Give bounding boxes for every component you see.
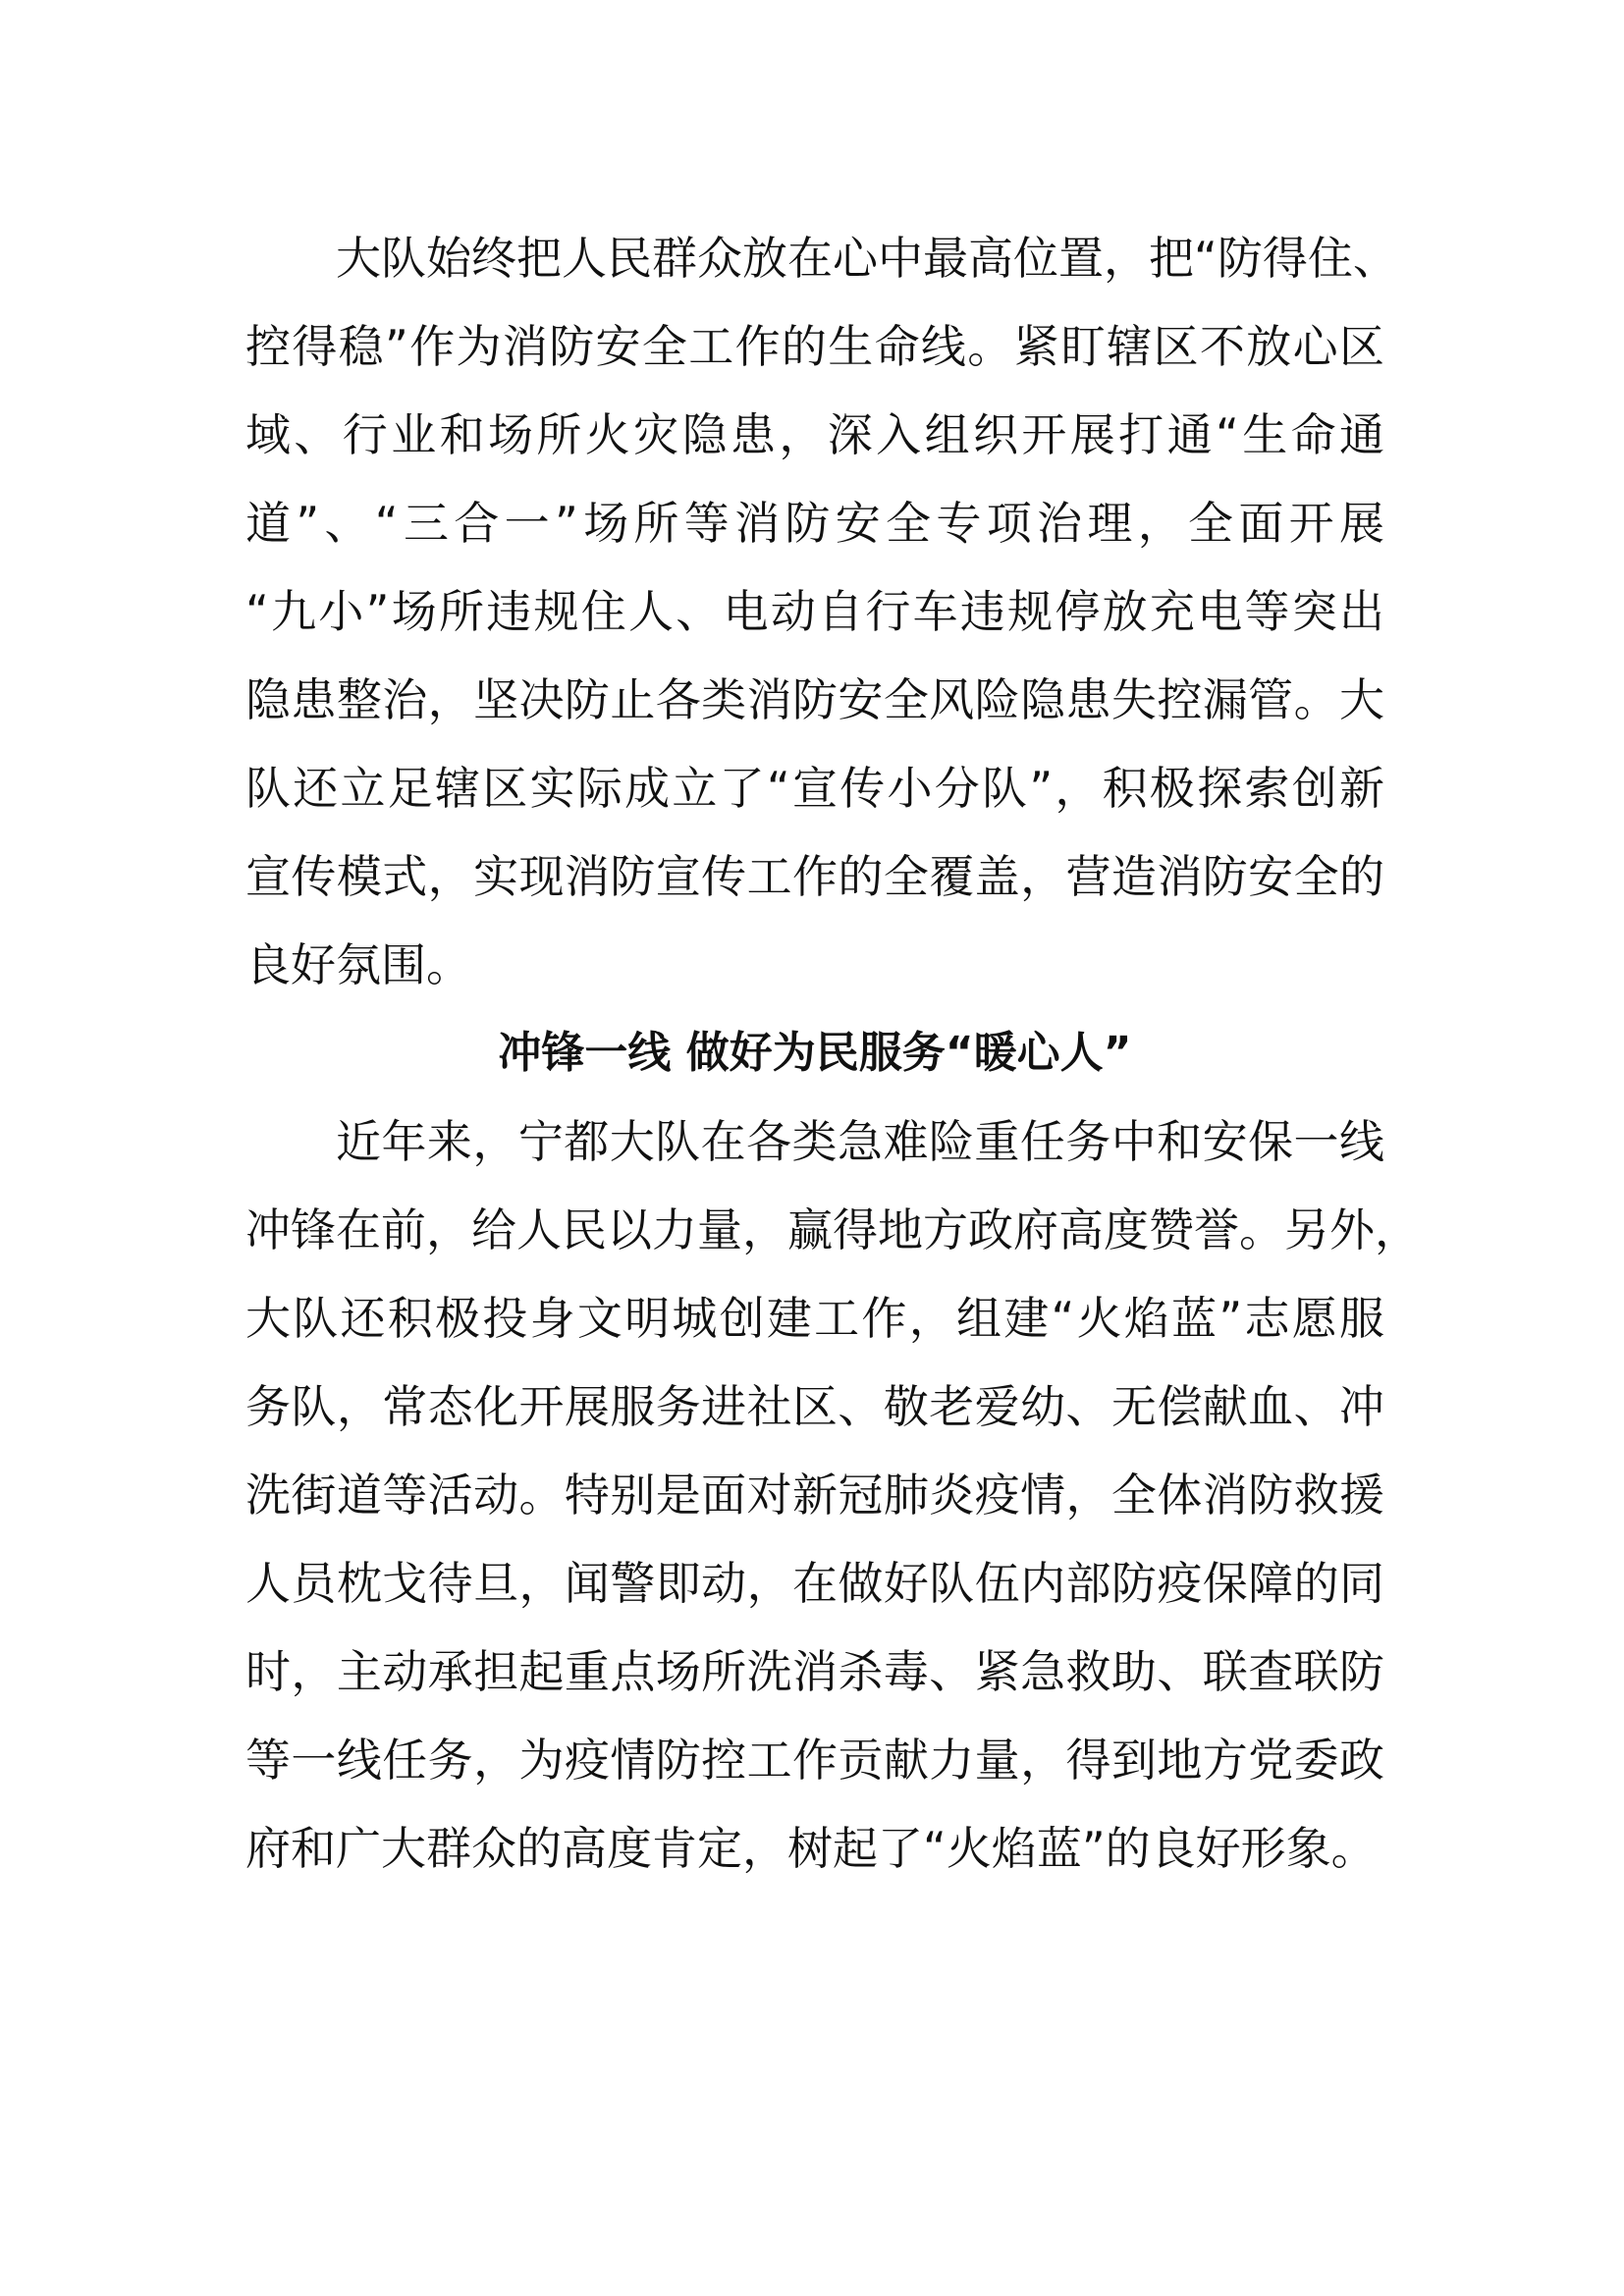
paragraph-line: 洗街道等活动。特别是面对新冠肺炎疫情，全体消防救援: [245, 1468, 1384, 1522]
paragraph-line: 人员枕戈待旦，闻警即动，在做好队伍内部防疫保障的同: [245, 1557, 1384, 1610]
paragraph-line: 良好氛围。: [245, 938, 471, 991]
paragraph-line: 隐患整治，坚决防止各类消防安全风险隐患失控漏管。大: [245, 673, 1384, 726]
paragraph-line: 大队还积极投身文明城创建工作，组建“火焰蓝”志愿服: [245, 1292, 1384, 1345]
paragraph-line: 道”、“三合一”场所等消防安全专项治理，全面开展: [245, 497, 1384, 550]
paragraph-line: 大队始终把人民群众放在心中最高位置，把“防得住、: [336, 232, 1398, 285]
paragraph-line: 队还立足辖区实际成立了“宣传小分队”，积极探索创新: [245, 762, 1384, 815]
paragraph-line: 等一线任务，为疫情防控工作贡献力量，得到地方党委政: [245, 1734, 1384, 1787]
paragraph-line: 冲锋在前，给人民以力量，赢得地方政府高度赞誉。另外，: [245, 1203, 1420, 1256]
paragraph-line: 府和广大群众的高度肯定，树起了“火焰蓝”的良好形象。: [245, 1822, 1377, 1875]
paragraph-line: 宣传模式，实现消防宣传工作的全覆盖，营造消防安全的: [245, 850, 1384, 903]
paragraph-line: 域、行业和场所火灾隐患，深入组织开展打通“生命通: [245, 408, 1384, 461]
paragraph-line: 时，主动承担起重点场所洗消杀毒、紧急救助、联查联防: [245, 1645, 1384, 1698]
paragraph-line: 近年来，宁都大队在各类急难险重任务中和安保一线: [336, 1115, 1384, 1168]
paragraph-line: 控得稳”作为消防安全工作的生命线。紧盯辖区不放心区: [245, 320, 1384, 373]
paragraph-line: “九小”场所违规住人、电动自行车违规停放充电等突出: [245, 585, 1384, 638]
section-heading: 冲锋一线 做好为民服务“暖心人”: [498, 1028, 1132, 1078]
paragraph-line: 务队，常态化开展服务进社区、敬老爱幼、无偿献血、冲: [245, 1380, 1384, 1433]
